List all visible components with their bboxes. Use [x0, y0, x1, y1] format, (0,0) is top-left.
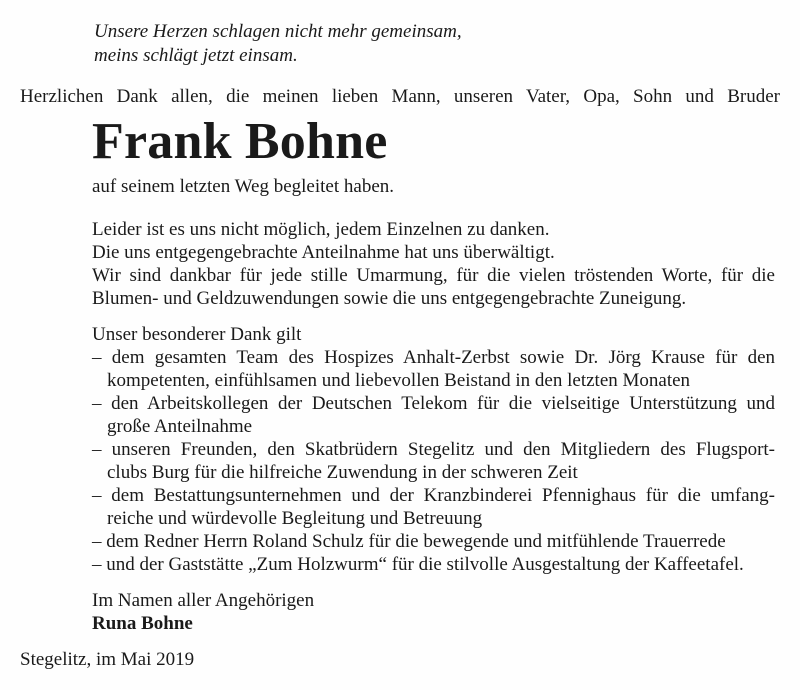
paragraph-line-4: Blumen- und Geldzuwendungen sowie die uns entgegengebrachte Zuneigung. — [92, 288, 687, 309]
place-date: Stegelitz, im Mai 2019 — [20, 649, 195, 670]
thanks-item-2-line-1: – den Arbeitskollegen der Deutschen Telekom für die vielseitige Unterstützung und — [92, 393, 775, 414]
paragraph-line-1: Leider ist es uns nicht möglich, jedem Einzelnen zu danken. — [92, 219, 550, 240]
thanks-item-5: – dem Redner Herrn Roland Schulz für die bewegende und mitfühlende Trauerrede — [92, 531, 726, 552]
after-name-text: auf seinem letzten Weg begleitet haben. — [92, 176, 394, 197]
signoff-text: Im Namen aller Angehörigen — [92, 590, 315, 611]
thanks-item-4-line-2: reiche und würdevolle Begleitung und Betreuung — [107, 508, 483, 529]
thanks-item-3-line-2: clubs Burg für die hilfreiche Zuwendung in der schweren Zeit — [107, 462, 578, 483]
paragraph-line-2: Die uns entgegengebrachte Anteilnahme hat uns überwältigt. — [92, 242, 555, 263]
thanks-item-1-line-1: – dem gesamten Team des Hospizes Anhalt-Zerbst sowie Dr. Jörg Krause für den — [92, 347, 775, 368]
paragraph-line-3: Wir sind dankbar für jede stille Umarmung, für die vielen tröstenden Worte, für die — [92, 265, 775, 286]
intro-text: Herzlichen Dank allen, die meinen lieben Mann, unseren Vater, Opa, Sohn und Bruder — [20, 86, 780, 107]
thanks-item-2-line-2: große Anteilnahme — [107, 416, 253, 437]
thanks-heading: Unser besonderer Dank gilt — [92, 324, 302, 345]
thanks-item-4-line-1: – dem Bestattungsunternehmen und der Kranzbinderei Pfennighaus für die umfang- — [92, 485, 775, 506]
poem-line-1: Unsere Herzen schlagen nicht mehr gemeinsam, — [94, 21, 462, 42]
signer-name: Runa Bohne — [92, 613, 193, 634]
thanks-item-6: – und der Gaststätte „Zum Holzwurm“ für die stilvolle Ausgestaltung der Kaffeetafel. — [92, 554, 744, 575]
thanks-item-1-line-2: kompetenten, einfühlsamen und liebevollen Beistand in den letzten Monaten — [107, 370, 691, 391]
thanks-item-3-line-1: – unseren Freunden, den Skatbrüdern Stegelitz und den Mitgliedern des Flugsport- — [92, 439, 775, 460]
deceased-name: Frank Bohne — [92, 113, 388, 170]
poem-line-2: meins schlägt jetzt einsam. — [94, 45, 298, 66]
